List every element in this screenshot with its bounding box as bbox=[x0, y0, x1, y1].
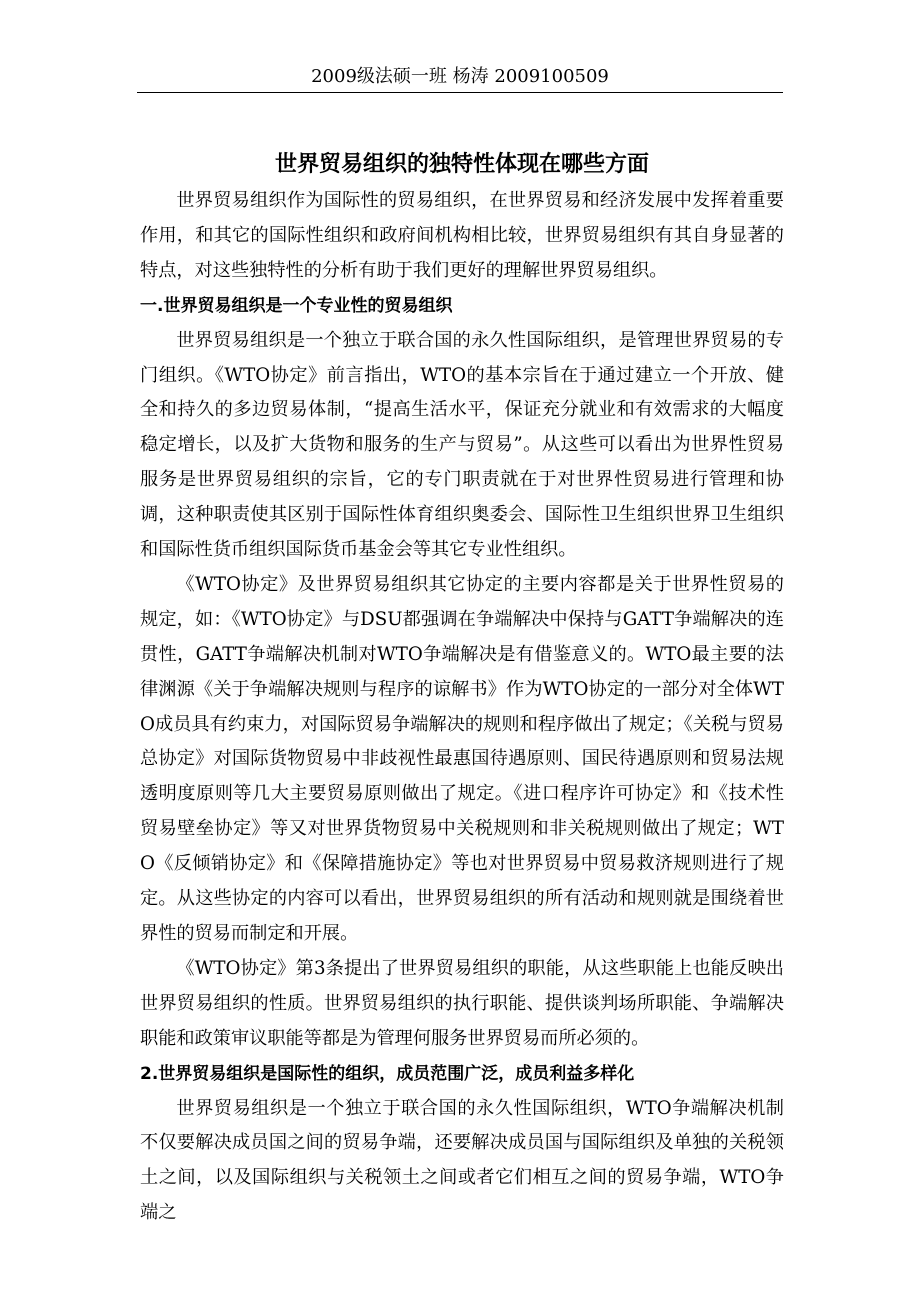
document-title: 世界贸易组织的独特性体现在哪些方面 bbox=[274, 152, 649, 177]
paragraph-section1-3: 《WTO协定》第3条提出了世界贸易组织的职能，从这些职能上也能反映出世界贸易组织的性质。世界贸易组织的执行职能、提供谈判场所职能、争端解决职能和政策审议职能等都是为管理何服务世界贸易而所必须的。 bbox=[140, 957, 784, 1049]
section-heading-1: 一.世界贸易组织是一个专业性的贸易组织 bbox=[140, 295, 453, 316]
paragraph-intro: 世界贸易组织作为国际性的贸易组织，在世界贸易和经济发展中发挥着重要作用，和其它的国际性组织和政府间机构相比较，世界贸易组织有其自身显著的特点，对这些独特性的分析有助于我们更好的理解世界贸易组织。 bbox=[140, 190, 784, 281]
document-body bbox=[140, 146, 784, 1231]
paragraph-section2-1: 世界贸易组织是一个独立于联合国的永久性国际组织，WTO争端解决机制不仅要解决成员国之间的贸易争端，还要解决成员国与国际组织及单独的关税领土之间，以及国际组织与关税领土之间或者它们相互之间的贸易争端，WTO争端之 bbox=[140, 1097, 784, 1224]
paragraph-section1-2: 《WTO协定》及世界贸易组织其它协定的主要内容都是关于世界性贸易的规定，如：《WTO协定》与DSU都强调在争端解决中保持与GATT争端解决的连贯性，GATT争端解决机制对WTO争端解决是有借鉴意义的。WTO最主要的法律渊源《关于争端解决规则与程序的谅解书》作为WTO协定的一部分对全体WTO成员具有约束力，对国际贸易争端解决的规则和程序做出了规定；《关税与贸易总协定》对国际货物贸易中非歧视性最惠国待遇原则、国民待遇原则和贸易法规透明度原则等几大主要贸易原则做出了规定。《进口程序许可协定》和《技术性贸易壁垒协定》等又对世界货物贸易中关税规则和非关税规则做出了规定；WTO《反倾销协定》和《保障措施协定》等也对世界贸易中贸易救济规则进行了规定。从这些协定的内容可以看出，世界贸易组织的所有活动和规则就是围绕着世界性的贸易而制定和开展。 bbox=[140, 573, 784, 945]
page-header: 2009级法硕一班 杨涛 2009100509 bbox=[137, 62, 783, 93]
paragraph-section1-1: 世界贸易组织是一个独立于联合国的永久性国际组织，是管理世界贸易的专门组织。《WTO协定》前言指出，WTO的基本宗旨在于通过建立一个开放、健全和持久的多边贸易体制，“提高生活水平，保证充分就业和有效需求的大幅度稳定增长，以及扩大货物和服务的生产与贸易”。从这些可以看出为世界性贸易服务是世界贸易组织的宗旨，它的专门职责就在于对世界性贸易进行管理和协调，这种职责使其区别于国际性体育组织奥委会、国际性卫生组织世界卫生组织和国际性货币组织国际货币基金会等其它专业性组织。 bbox=[140, 329, 784, 561]
section-heading-2: 2.世界贸易组织是国际性的组织，成员范围广泛，成员利益多样化 bbox=[140, 1063, 635, 1084]
